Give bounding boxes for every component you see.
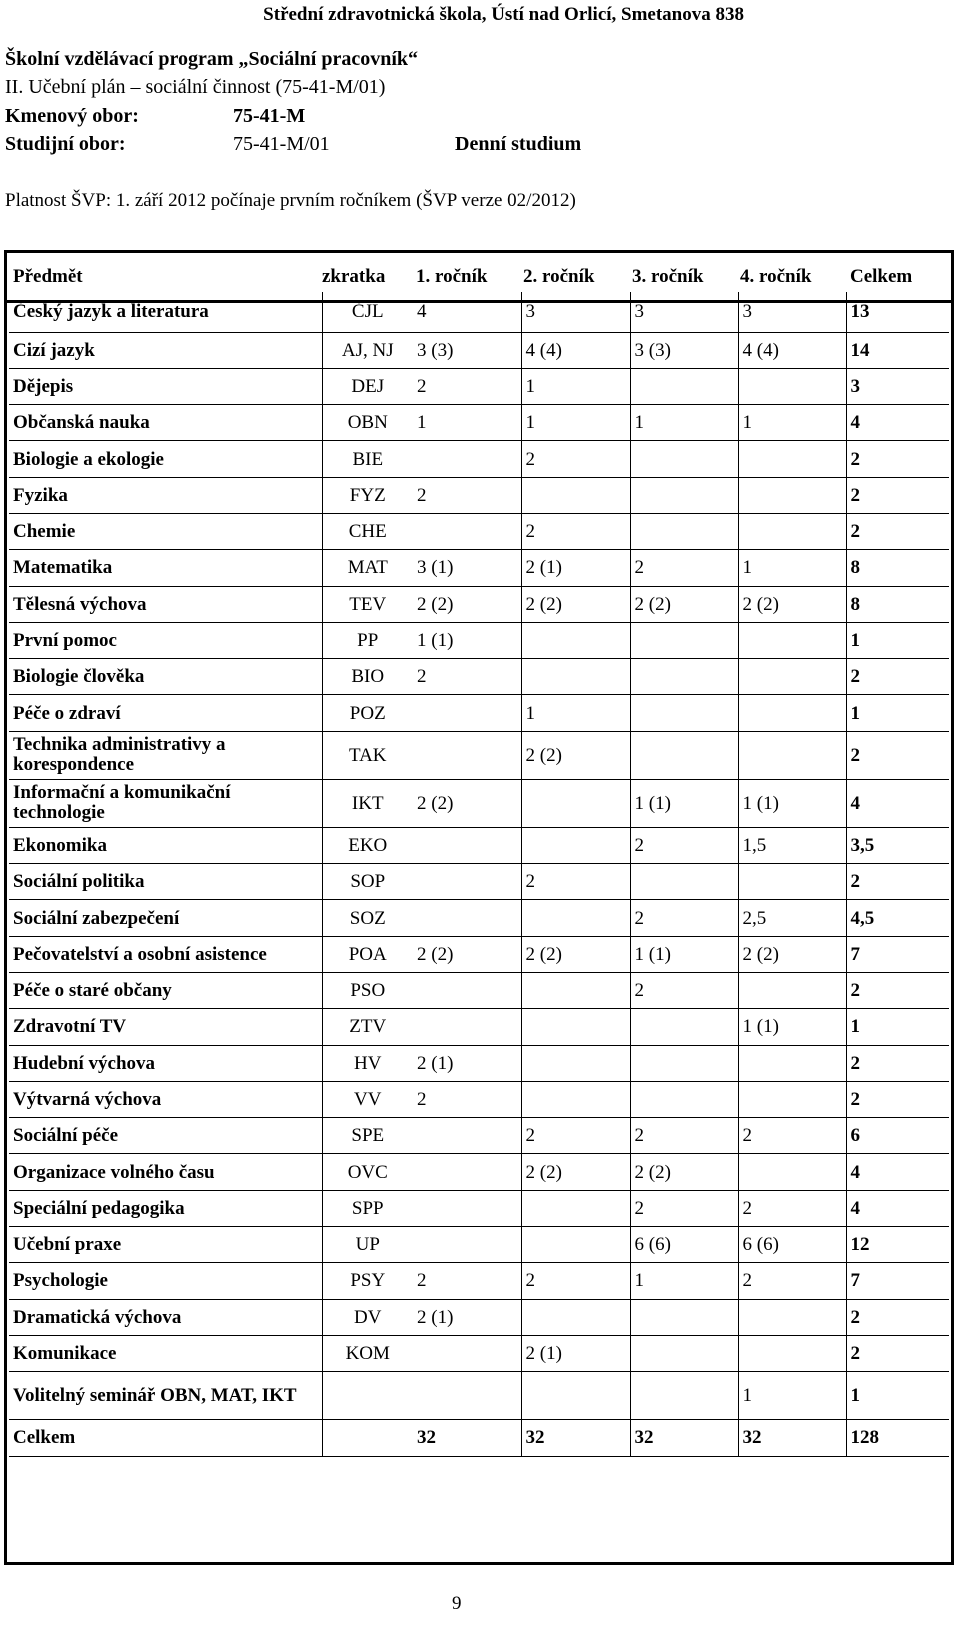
cell-year2: 2 <box>521 1263 630 1299</box>
cell-year3: 1 (1) <box>630 779 738 827</box>
cell-total: 14 <box>846 332 949 368</box>
table-row <box>9 1299 949 1335</box>
study-form: Denní studium <box>455 133 582 155</box>
table-row <box>9 513 949 549</box>
cell-abbr: POZ <box>322 695 413 731</box>
cell-year2: 3 <box>521 292 630 332</box>
table-row <box>9 1081 949 1117</box>
cell-year1 <box>413 1335 521 1371</box>
table-row <box>9 864 949 900</box>
cell-total: 2 <box>846 659 949 695</box>
cell-year3: 1 (1) <box>630 936 738 972</box>
table-row <box>9 622 949 658</box>
cell-year4: 2 <box>738 1263 846 1299</box>
cell-subject: Psychologie <box>13 1270 108 1292</box>
cell-year3 <box>630 477 738 513</box>
cell-total: 7 <box>846 936 949 972</box>
cell-subject: Informační a komunikační technologie <box>13 782 231 824</box>
cell-total: 3,5 <box>846 827 949 863</box>
cell-total: 128 <box>846 1420 949 1456</box>
cell-subject: Chemie <box>13 521 76 543</box>
cell-year3: 2 <box>630 1118 738 1154</box>
cell-total: 2 <box>846 1299 949 1335</box>
curriculum-table <box>9 292 949 1457</box>
plan-title: II. Učební plán – sociální činnost (75-41-M/01) <box>5 76 386 98</box>
cell-subject: Sociální zabezpečení <box>13 907 180 929</box>
cell-year4: 2 <box>738 1118 846 1154</box>
school-header: Střední zdravotnická škola, Ústí nad Orlicí, Smetanova 838 <box>263 4 744 25</box>
cell-year2: 2 <box>521 513 630 549</box>
cell-year2: 2 (2) <box>521 936 630 972</box>
cell-year4: 1 (1) <box>738 1009 846 1045</box>
kmenovy-obor <box>5 105 505 128</box>
cell-subject: Fyzika <box>13 484 68 506</box>
cell-year3 <box>630 695 738 731</box>
cell-abbr: SOZ <box>322 900 413 936</box>
cell-subject: Pečovatelství a osobní asistence <box>13 943 267 965</box>
cell-abbr: DV <box>322 1299 413 1335</box>
cell-total: 2 <box>846 972 949 1008</box>
cell-year4 <box>738 1081 846 1117</box>
kmenovy-label: Kmenový obor: <box>5 105 139 127</box>
cell-abbr: KOM <box>322 1335 413 1371</box>
cell-year4 <box>738 695 846 731</box>
cell-year4 <box>738 622 846 658</box>
cell-total: 2 <box>846 864 949 900</box>
cell-subject: Občanská nauka <box>13 412 150 434</box>
cell-year3: 2 <box>630 550 738 586</box>
cell-year4 <box>738 864 846 900</box>
table-row <box>9 368 949 404</box>
studijni-obor <box>5 133 705 156</box>
header-year4: 4. ročník <box>740 266 812 287</box>
cell-year2 <box>521 659 630 695</box>
table-row <box>9 441 949 477</box>
cell-subject: Matematika <box>13 557 113 579</box>
cell-year2: 2 (2) <box>521 586 630 622</box>
table-row <box>9 550 949 586</box>
cell-total: 7 <box>846 1263 949 1299</box>
cell-subject: Sociální politika <box>13 871 145 893</box>
cell-subject: Výtvarná výchova <box>13 1088 162 1110</box>
cell-year2 <box>521 1045 630 1081</box>
cell-year1: 2 <box>417 484 427 506</box>
cell-subject: Komunikace <box>13 1343 117 1365</box>
cell-year4: 6 (6) <box>738 1227 846 1263</box>
cell-abbr: EKO <box>322 827 413 863</box>
cell-year4: 2,5 <box>738 900 846 936</box>
cell-year4 <box>738 368 846 404</box>
table-row <box>9 1420 949 1456</box>
table-row <box>9 779 949 827</box>
header-year1: 1. ročník <box>416 266 488 287</box>
cell-total: 4 <box>846 1154 949 1190</box>
cell-year1 <box>413 900 521 936</box>
cell-year2: 1 <box>521 695 630 731</box>
table-row <box>9 972 949 1008</box>
cell-year1: 2 (1) <box>417 1306 454 1328</box>
cell-total: 2 <box>846 513 949 549</box>
studijni-label: Studijní obor: <box>5 133 126 155</box>
cell-total: 13 <box>846 292 949 332</box>
cell-subject: Celkem <box>13 1427 76 1449</box>
table-row <box>9 900 949 936</box>
cell-total: 2 <box>846 731 949 779</box>
cell-year1: 2 (2) <box>417 792 454 814</box>
cell-subject: Péče o staré občany <box>13 980 172 1002</box>
cell-abbr: PSO <box>322 972 413 1008</box>
cell-subject: Dramatická výchova <box>13 1306 182 1328</box>
cell-year2: 32 <box>521 1420 630 1456</box>
cell-subject: Tělesná výchova <box>13 593 147 615</box>
table-row <box>9 1372 949 1420</box>
cell-total: 8 <box>846 550 949 586</box>
cell-abbr <box>322 1420 413 1456</box>
cell-total: 4 <box>846 779 949 827</box>
cell-year1 <box>413 1154 521 1190</box>
header-abbr: zkratka <box>322 266 386 287</box>
cell-year1: 1 <box>417 412 427 434</box>
cell-year2: 2 <box>521 864 630 900</box>
cell-total: 2 <box>846 477 949 513</box>
cell-year4: 2 <box>738 1190 846 1226</box>
cell-total: 2 <box>846 1045 949 1081</box>
cell-subject: Technika administrativy a korespondence <box>13 734 226 776</box>
cell-year4 <box>738 441 846 477</box>
cell-year3 <box>630 622 738 658</box>
cell-year3 <box>630 1045 738 1081</box>
table-row <box>9 827 949 863</box>
cell-total: 2 <box>846 1081 949 1117</box>
cell-year2 <box>521 477 630 513</box>
cell-year1 <box>413 1190 521 1226</box>
cell-subject: Cizí jazyk <box>13 339 95 361</box>
cell-year4: 1 <box>738 405 846 441</box>
cell-abbr: BIE <box>322 441 413 477</box>
cell-year4: 1 <box>738 1372 846 1420</box>
header-year3: 3. ročník <box>632 266 704 287</box>
cell-year3: 1 <box>630 1263 738 1299</box>
cell-total: 1 <box>846 695 949 731</box>
table-row <box>9 1190 949 1226</box>
cell-abbr: VV <box>322 1081 413 1117</box>
cell-year1 <box>413 1372 521 1420</box>
cell-abbr: SPE <box>322 1118 413 1154</box>
cell-year1: 4 <box>417 301 427 323</box>
cell-year4 <box>738 1299 846 1335</box>
table-row <box>9 1227 949 1263</box>
cell-year3: 2 <box>630 827 738 863</box>
table-row <box>9 695 949 731</box>
cell-total: 4 <box>846 1190 949 1226</box>
cell-year3: 1 <box>630 405 738 441</box>
cell-year3 <box>630 731 738 779</box>
table-row <box>9 659 949 695</box>
cell-year2: 2 <box>521 441 630 477</box>
kmenovy-value: 75-41-M <box>233 105 306 127</box>
cell-year3: 2 <box>630 900 738 936</box>
cell-year4: 32 <box>738 1420 846 1456</box>
table-row <box>9 405 949 441</box>
cell-total: 2 <box>846 1335 949 1371</box>
studijni-value: 75-41-M/01 <box>233 133 330 155</box>
cell-total: 6 <box>846 1118 949 1154</box>
cell-year4 <box>738 477 846 513</box>
cell-year1: 2 (1) <box>417 1052 454 1074</box>
cell-subject: První pomoc <box>13 630 117 652</box>
cell-subject: Zdravotní TV <box>13 1016 127 1038</box>
cell-year4: 4 (4) <box>738 332 846 368</box>
cell-year3: 2 (2) <box>630 586 738 622</box>
cell-total: 2 <box>846 441 949 477</box>
cell-year3 <box>630 1081 738 1117</box>
cell-abbr: CHE <box>322 513 413 549</box>
cell-year4: 1 (1) <box>738 779 846 827</box>
cell-total: 1 <box>846 1009 949 1045</box>
cell-year2: 2 (2) <box>521 1154 630 1190</box>
cell-subject: Hudební výchova <box>13 1052 156 1074</box>
cell-year4: 1 <box>738 550 846 586</box>
cell-year1: 3 (1) <box>417 557 454 579</box>
cell-subject: Péče o zdraví <box>13 702 121 724</box>
table-row <box>9 1154 949 1190</box>
cell-year3 <box>630 864 738 900</box>
cell-subject: Český jazyk a literatura <box>13 301 209 323</box>
cell-year1: 32 <box>417 1427 436 1449</box>
cell-year1 <box>413 731 521 779</box>
cell-total: 3 <box>846 368 949 404</box>
cell-subject: Učební praxe <box>13 1234 122 1256</box>
cell-year1 <box>413 513 521 549</box>
cell-abbr: BIO <box>322 659 413 695</box>
cell-year3 <box>630 1299 738 1335</box>
cell-year1 <box>413 441 521 477</box>
cell-year1: 2 <box>417 1270 427 1292</box>
cell-year2: 2 (1) <box>521 550 630 586</box>
cell-year2 <box>521 1009 630 1045</box>
cell-year2 <box>521 900 630 936</box>
cell-year3 <box>630 1335 738 1371</box>
cell-year2 <box>521 1190 630 1226</box>
cell-year4 <box>738 1045 846 1081</box>
cell-year3: 3 (3) <box>630 332 738 368</box>
cell-year3 <box>630 1009 738 1045</box>
header-total: Celkem <box>850 266 913 287</box>
cell-abbr: PSY <box>322 1263 413 1299</box>
cell-year4 <box>738 1335 846 1371</box>
cell-total: 12 <box>846 1227 949 1263</box>
cell-total: 4,5 <box>846 900 949 936</box>
cell-total: 1 <box>846 1372 949 1420</box>
cell-year3: 2 (2) <box>630 1154 738 1190</box>
cell-abbr: AJ, NJ <box>322 332 413 368</box>
cell-year3 <box>630 1372 738 1420</box>
header-year2: 2. ročník <box>523 266 595 287</box>
cell-year4 <box>738 972 846 1008</box>
cell-year4: 2 (2) <box>738 586 846 622</box>
cell-year4 <box>738 731 846 779</box>
cell-abbr: SOP <box>322 864 413 900</box>
table-row <box>9 292 949 332</box>
cell-abbr: OVC <box>322 1154 413 1190</box>
cell-year2 <box>521 1372 630 1420</box>
cell-subject: Sociální péče <box>13 1125 119 1147</box>
cell-abbr: POA <box>322 936 413 972</box>
cell-abbr <box>322 1372 413 1420</box>
table-row <box>9 1263 949 1299</box>
cell-year2 <box>521 622 630 658</box>
cell-total: 1 <box>846 622 949 658</box>
cell-abbr: UP <box>322 1227 413 1263</box>
cell-year4 <box>738 1154 846 1190</box>
cell-year2: 2 <box>521 1118 630 1154</box>
cell-year2 <box>521 972 630 1008</box>
validity-note: Platnost ŠVP: 1. září 2012 počínaje prvním ročníkem (ŠVP verze 02/2012) <box>5 190 576 211</box>
cell-year4: 1,5 <box>738 827 846 863</box>
cell-subject: Biologie člověka <box>13 666 145 688</box>
cell-year3 <box>630 513 738 549</box>
cell-year3 <box>630 441 738 477</box>
cell-year2 <box>521 779 630 827</box>
cell-subject: Speciální pedagogika <box>13 1197 185 1219</box>
cell-year4 <box>738 659 846 695</box>
cell-year2: 4 (4) <box>521 332 630 368</box>
cell-year1 <box>413 1118 521 1154</box>
cell-abbr: HV <box>322 1045 413 1081</box>
cell-year1 <box>413 864 521 900</box>
cell-abbr: TAK <box>322 731 413 779</box>
cell-year2: 2 (1) <box>521 1335 630 1371</box>
table-row <box>9 332 949 368</box>
cell-abbr: MAT <box>322 550 413 586</box>
table-row <box>9 1118 949 1154</box>
cell-year2: 1 <box>521 405 630 441</box>
cell-total: 4 <box>846 405 949 441</box>
cell-year3: 2 <box>630 1190 738 1226</box>
cell-year1: 2 <box>417 1088 427 1110</box>
cell-subject: Organizace volného času <box>13 1161 215 1183</box>
cell-year2 <box>521 827 630 863</box>
cell-year3: 2 <box>630 972 738 1008</box>
cell-abbr: IKT <box>322 779 413 827</box>
cell-year1 <box>413 827 521 863</box>
cell-year1: 2 <box>417 375 427 397</box>
table-row <box>9 477 949 513</box>
cell-abbr: ZTV <box>322 1009 413 1045</box>
cell-year1: 3 (3) <box>417 339 454 361</box>
table-row <box>9 936 949 972</box>
cell-subject: Ekonomika <box>13 834 107 856</box>
cell-year4 <box>738 513 846 549</box>
cell-year2: 2 (2) <box>521 731 630 779</box>
table-row <box>9 1009 949 1045</box>
cell-subject: Volitelný seminář OBN, MAT, IKT <box>13 1384 297 1406</box>
cell-year3: 32 <box>630 1420 738 1456</box>
cell-year1: 1 (1) <box>417 630 454 652</box>
cell-abbr: OBN <box>322 405 413 441</box>
cell-year4: 2 (2) <box>738 936 846 972</box>
cell-year1 <box>413 1009 521 1045</box>
cell-abbr: TEV <box>322 586 413 622</box>
cell-year1: 2 (2) <box>417 943 454 965</box>
cell-year1 <box>413 972 521 1008</box>
cell-year2 <box>521 1081 630 1117</box>
table-row <box>9 731 949 779</box>
cell-total: 8 <box>846 586 949 622</box>
cell-year1 <box>413 695 521 731</box>
cell-year3: 6 (6) <box>630 1227 738 1263</box>
cell-year4: 3 <box>738 292 846 332</box>
cell-abbr: SPP <box>322 1190 413 1226</box>
cell-year3 <box>630 659 738 695</box>
cell-subject: Dějepis <box>13 375 74 397</box>
cell-year2: 1 <box>521 368 630 404</box>
cell-year1: 2 (2) <box>417 593 454 615</box>
cell-subject: Biologie a ekologie <box>13 448 164 470</box>
cell-year1 <box>413 1227 521 1263</box>
cell-abbr: DEJ <box>322 368 413 404</box>
program-title: Školní vzdělávací program „Sociální pracovník“ <box>5 48 418 70</box>
header-subject: Předmět <box>13 266 83 287</box>
table-row <box>9 1045 949 1081</box>
cell-year2 <box>521 1299 630 1335</box>
table-row <box>9 586 949 622</box>
cell-abbr: PP <box>322 622 413 658</box>
cell-year3 <box>630 368 738 404</box>
cell-year2 <box>521 1227 630 1263</box>
page-number: 9 <box>452 1593 462 1614</box>
table-row <box>9 1335 949 1371</box>
cell-abbr: ČJL <box>322 292 413 332</box>
cell-year1: 2 <box>417 666 427 688</box>
cell-year3: 3 <box>630 292 738 332</box>
cell-abbr: FYZ <box>322 477 413 513</box>
